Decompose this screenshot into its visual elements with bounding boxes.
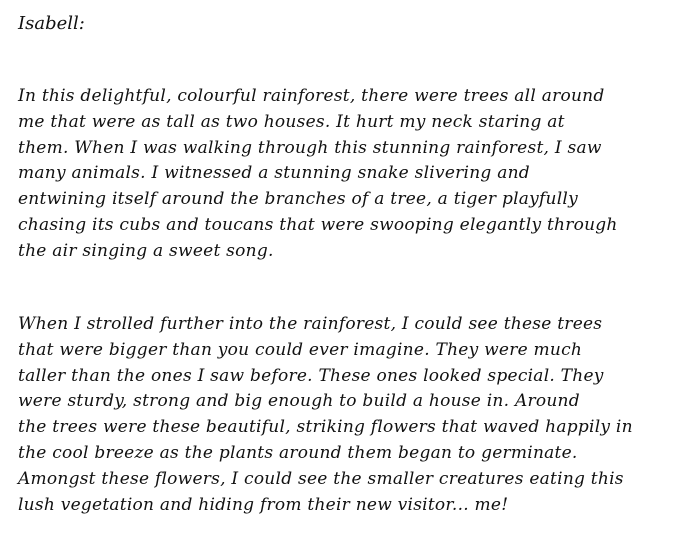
text-line: chasing its cubs and toucans that were swooping elegantly through: [18, 214, 618, 235]
text-line: the trees were these beautiful, striking flowers that waved happily in: [18, 417, 633, 438]
text-line: the air singing a sweet song.: [18, 240, 274, 261]
text-line: entwining itself around the branches of a tree, a tiger playfully: [18, 189, 578, 210]
paragraph-rainforest-trees: [18, 312, 688, 518]
author-name: Isabell:: [18, 13, 85, 34]
text-line: In this delightful, colourful rainforest, there were trees all around: [18, 86, 605, 106]
text-line: lush vegetation and hiding from their new visitor... me!: [18, 494, 509, 515]
text-line: Amongst these flowers, I could see the smaller creatures eating this: [18, 468, 624, 489]
text-line: many animals. I witnessed a stunning snake slivering and: [18, 163, 530, 184]
text-line: the cool breeze as the plants around them began to germinate.: [18, 442, 578, 463]
text-line: me that were as tall as two houses. It hurt my neck staring at: [18, 111, 565, 132]
paragraph-rainforest-intro: [18, 84, 688, 265]
text-line: them. When I was walking through this stunning rainforest, I saw: [18, 137, 602, 158]
text-line: When I strolled further into the rainforest, I could see these trees: [18, 314, 603, 334]
text-line: taller than the ones I saw before. These ones looked special. They: [18, 365, 604, 386]
text-line: were sturdy, strong and big enough to build a house in. Around: [18, 391, 580, 412]
text-line: that were bigger than you could ever imagine. They were much: [18, 339, 583, 360]
